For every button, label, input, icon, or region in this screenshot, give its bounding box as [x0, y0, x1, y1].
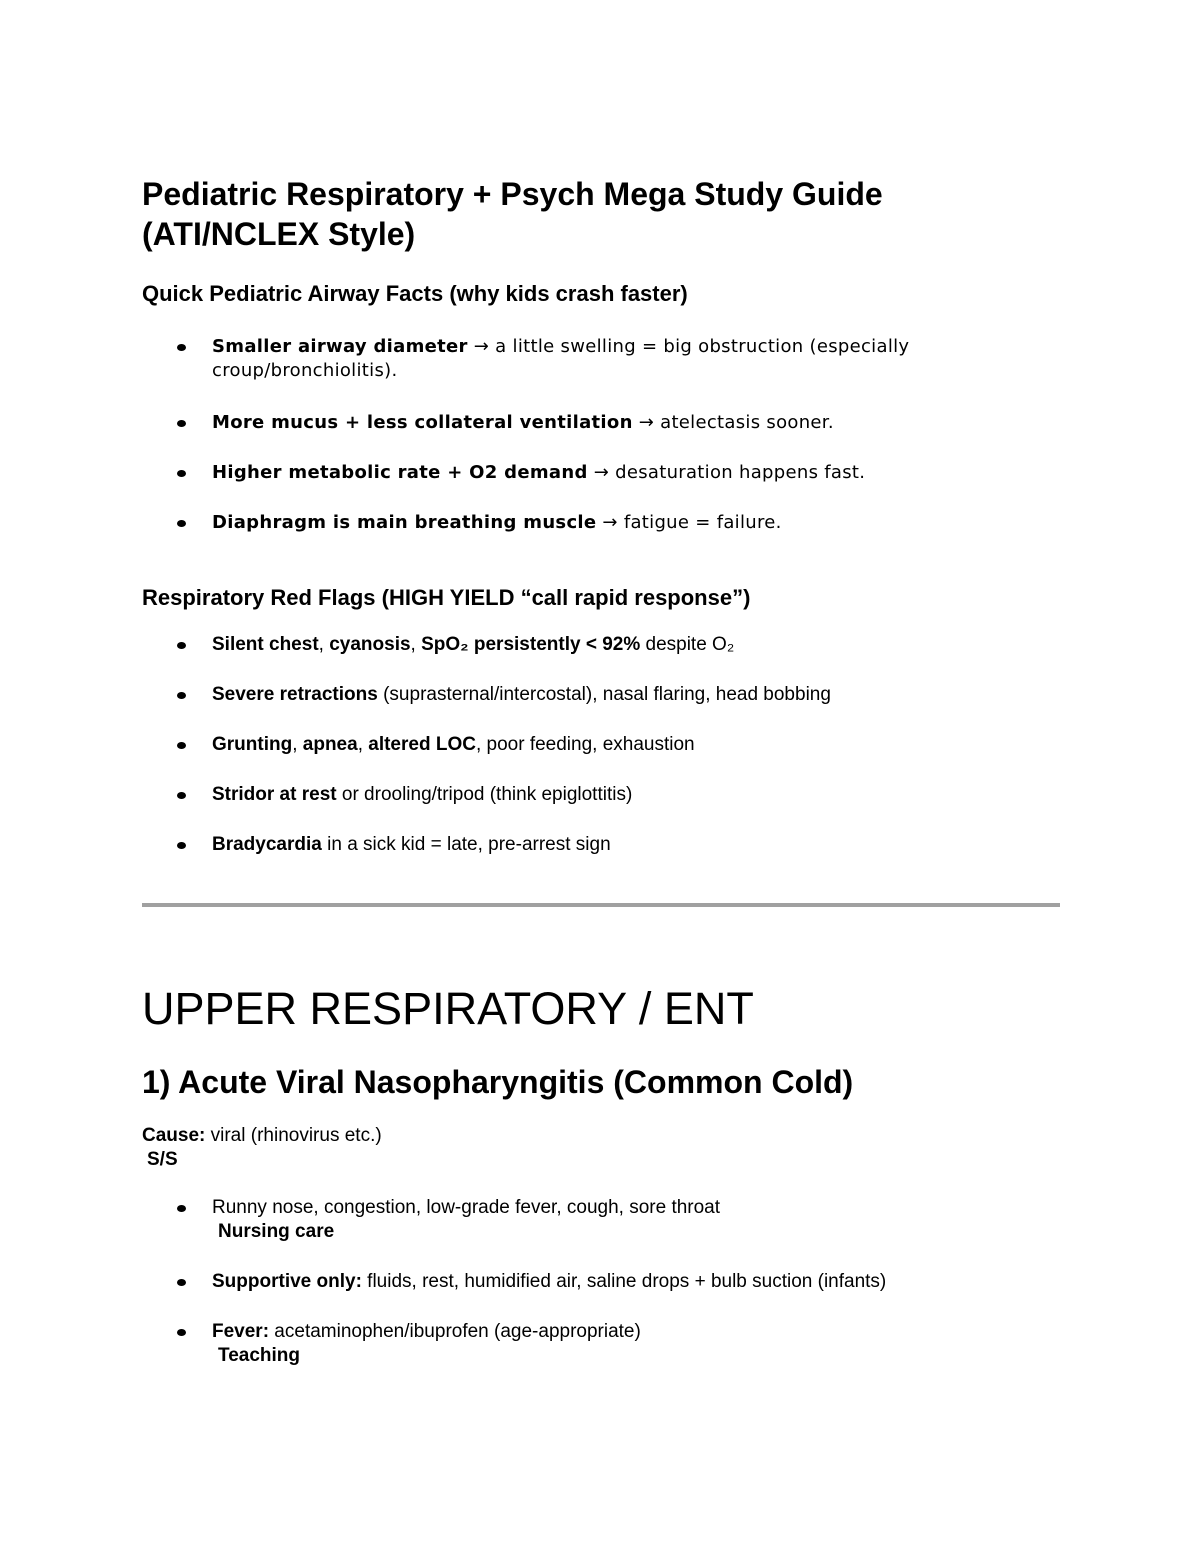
flag-term: Grunting: [212, 734, 293, 755]
list-item: [142, 833, 1060, 857]
flag-term: Bradycardia: [212, 834, 322, 855]
airway-facts-heading: Quick Pediatric Airway Facts (why kids crash faster): [142, 281, 688, 306]
list-item: [142, 633, 1060, 657]
bullet-icon: [177, 520, 186, 527]
common-cold-heading: 1) Acute Viral Nasopharyngitis (Common Cold): [142, 1064, 854, 1100]
horizontal-divider: [142, 903, 1060, 907]
fact-detail: → desaturation happens fast.: [587, 462, 866, 483]
upper-respiratory-heading: UPPER RESPIRATORY / ENT: [142, 983, 754, 1034]
flag-term: apnea: [302, 734, 358, 755]
bullet-icon: [177, 1279, 186, 1286]
fact-term: Higher metabolic rate + O2 demand: [212, 462, 588, 483]
fact-detail: → atelectasis sooner.: [632, 412, 834, 433]
ss-label: S/S: [147, 1149, 178, 1170]
list-item: [142, 335, 1060, 383]
red-flags-list: [142, 633, 1060, 857]
bullet-icon: [177, 470, 186, 477]
bullet-icon: [177, 792, 186, 799]
airway-facts-list: [142, 335, 1060, 535]
fact-term: More mucus + less collateral ventilation: [212, 412, 633, 433]
ss-line: [142, 1148, 1060, 1172]
flag-term: Stridor at rest: [212, 784, 337, 805]
bullet-icon: [177, 1329, 186, 1336]
supportive-text: fluids, rest, humidified air, saline drops + bulb suction (infants): [361, 1271, 887, 1292]
list-item: [142, 683, 1060, 707]
flag-text: ,: [292, 734, 303, 755]
flag-term: altered LOC: [368, 734, 476, 755]
flag-text: , poor feeding, exhaustion: [475, 734, 695, 755]
flag-text: ,: [410, 634, 422, 655]
flag-text: despite O₂: [640, 634, 735, 655]
list-item: [142, 783, 1060, 807]
flag-text: (suprasternal/intercostal), nasal flaring, head bobbing: [377, 684, 831, 705]
flag-text: ,: [357, 734, 369, 755]
bullet-icon: [177, 742, 186, 749]
list-item: [142, 411, 1060, 435]
bullet-icon: [177, 642, 186, 649]
list-item: [142, 461, 1060, 485]
flag-text: ,: [318, 634, 330, 655]
bullet-icon: [177, 842, 186, 849]
document-page: [142, 174, 1060, 1368]
bullet-icon: [177, 344, 186, 351]
list-item: [142, 733, 1060, 757]
fact-term: Smaller airway diameter: [212, 336, 468, 357]
supportive-label: Supportive only:: [212, 1271, 362, 1292]
teaching-label: Teaching: [218, 1345, 300, 1366]
flag-term: SpO₂ persistently < 92%: [421, 634, 641, 655]
symptoms-text: Runny nose, congestion, low-grade fever, cough, sore throat: [212, 1197, 721, 1218]
list-item: [142, 511, 1060, 535]
flag-text: or drooling/tripod (think epiglottitis): [336, 784, 633, 805]
list-item: [142, 1196, 1060, 1244]
fever-text: acetaminophen/ibuprofen (age-appropriate): [269, 1321, 641, 1342]
red-flags-heading: Respiratory Red Flags (HIGH YIELD “call rapid response”): [142, 585, 751, 610]
list-item: [142, 1270, 1060, 1294]
fact-term: Diaphragm is main breathing muscle: [212, 512, 597, 533]
bullet-icon: [177, 692, 186, 699]
flag-term: cyanosis: [329, 634, 411, 655]
fact-detail: → fatigue = failure.: [596, 512, 782, 533]
cause-line: [142, 1124, 1060, 1148]
common-cold-list: [142, 1196, 1060, 1368]
flag-term: Silent chest: [212, 634, 319, 655]
document-title: Pediatric Respiratory + Psych Mega Study Guide (ATI/NCLEX Style): [142, 176, 883, 252]
fact-detail: → a little swelling = big obstruction (especially croup/bronchiolitis).: [212, 336, 910, 381]
flag-term: Severe retractions: [212, 684, 378, 705]
nursing-care-label: Nursing care: [218, 1221, 335, 1242]
list-item: [142, 1320, 1060, 1368]
cause-text: viral (rhinovirus etc.): [205, 1125, 382, 1146]
bullet-icon: [177, 1205, 186, 1212]
flag-text: in a sick kid = late, pre-arrest sign: [321, 834, 611, 855]
fever-label: Fever:: [212, 1321, 270, 1342]
bullet-icon: [177, 420, 186, 427]
cause-label: Cause:: [142, 1125, 206, 1146]
